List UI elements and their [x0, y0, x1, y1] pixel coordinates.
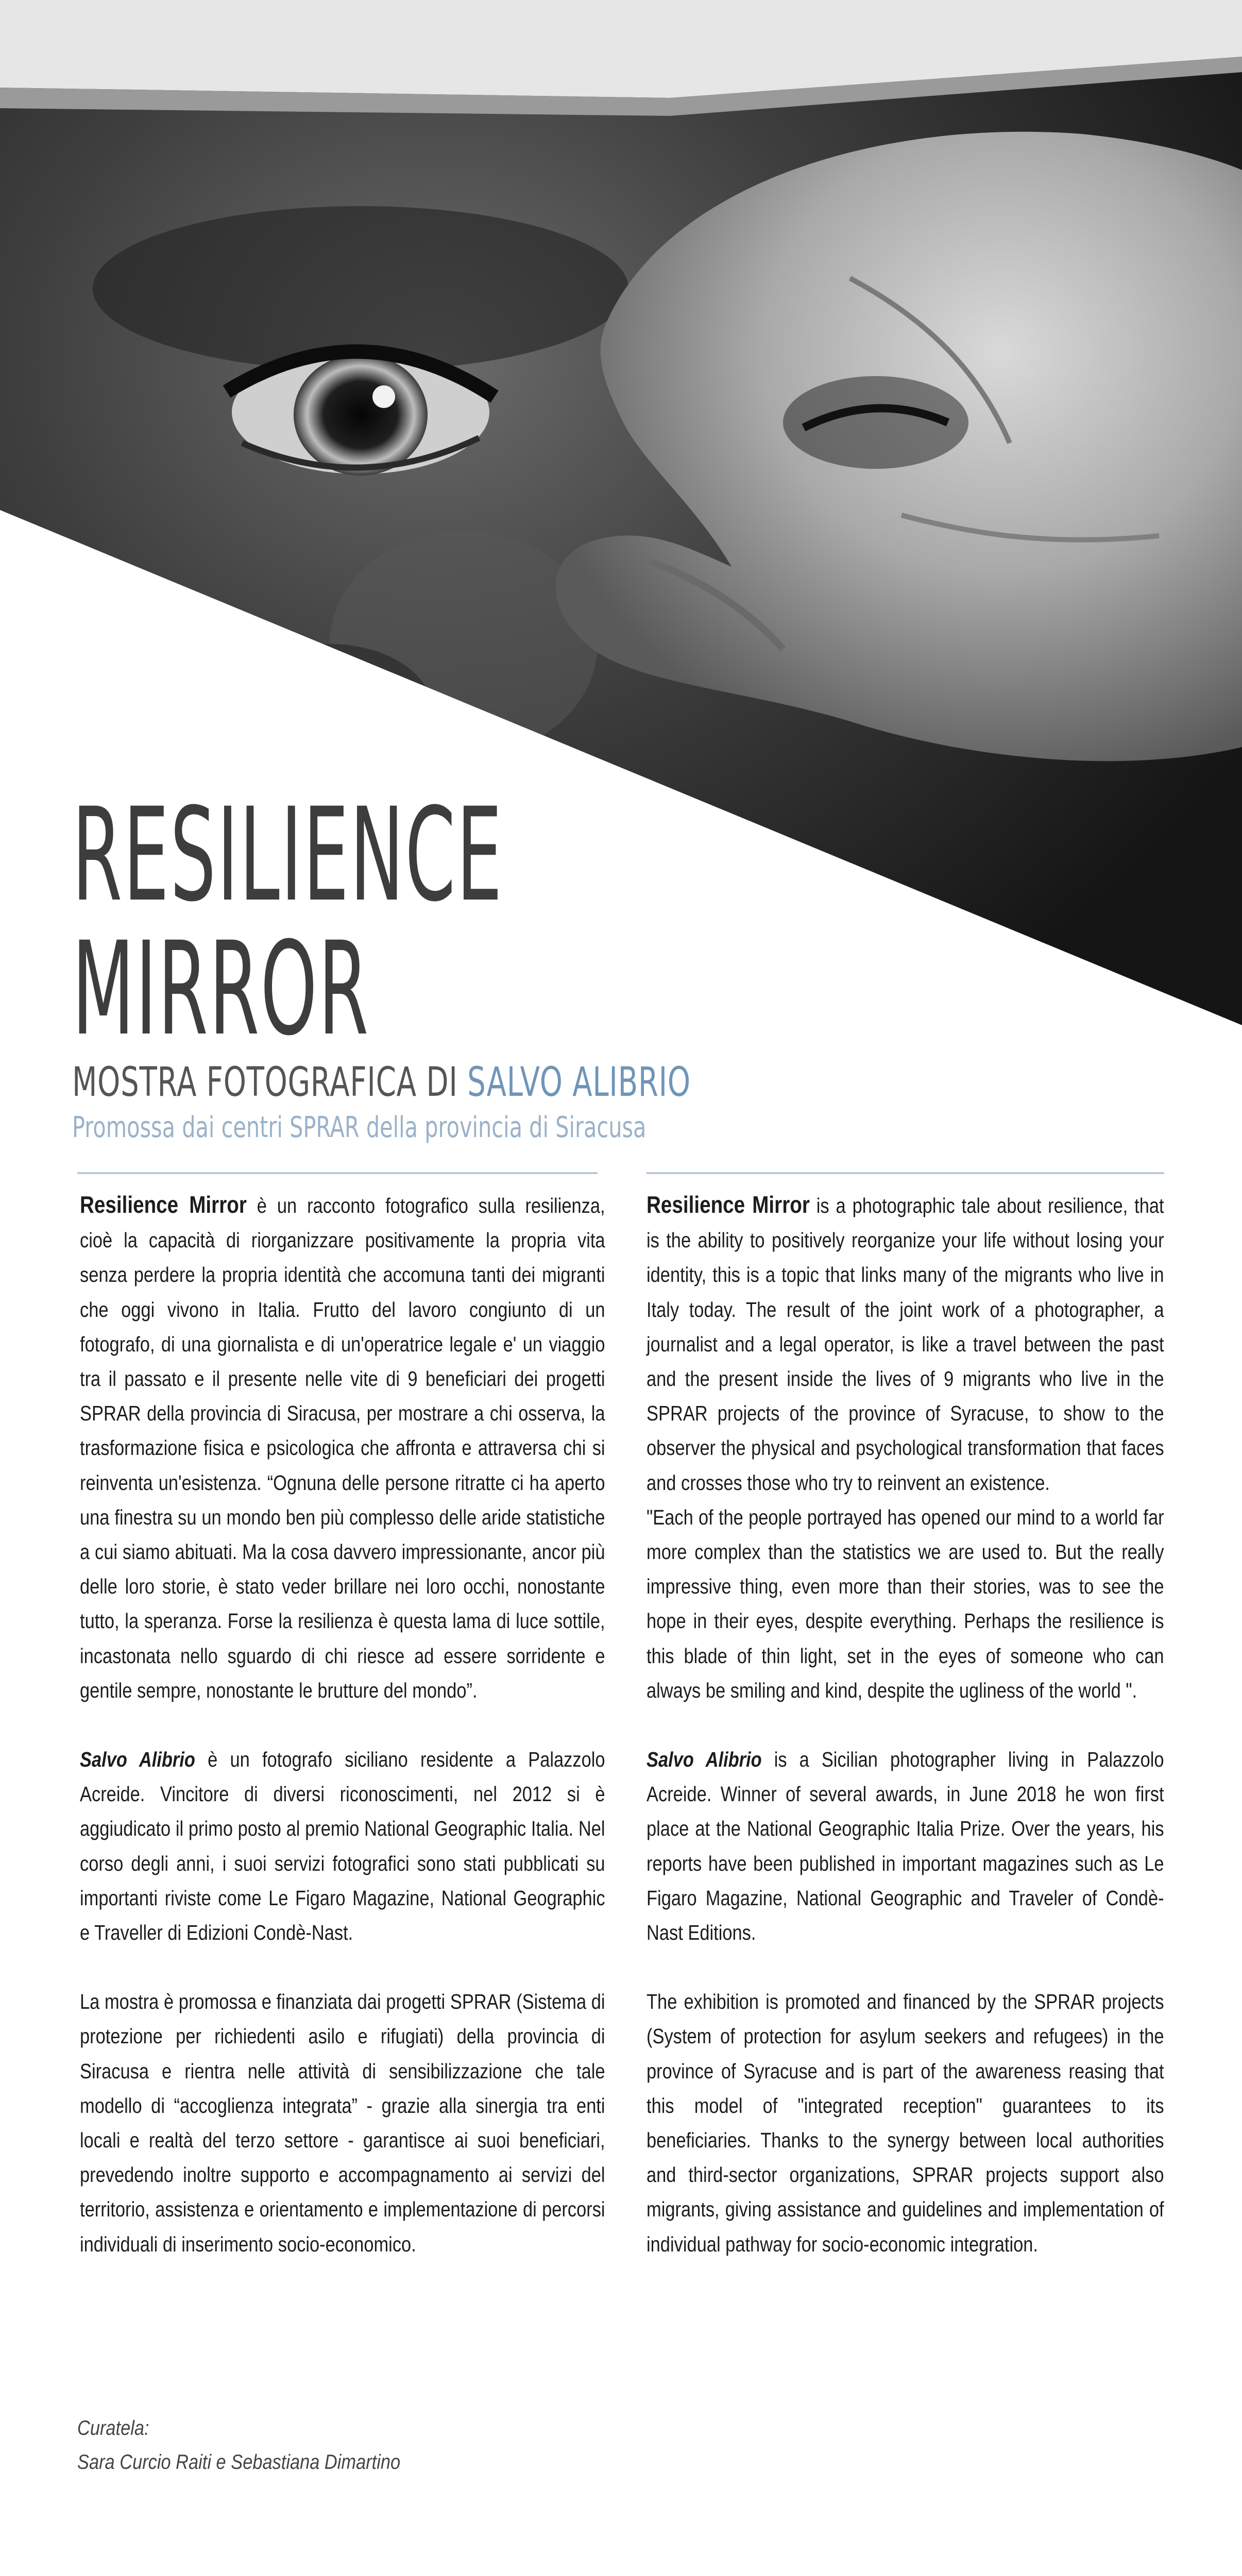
title-block	[72, 780, 845, 1144]
italian-paragraph-1	[80, 1188, 605, 1708]
italian-p2-text: è un fotografo siciliano residente a Palazzolo Acreide. Vincitore di diversi riconoscimenti, nel 2012 si è aggiudicato il primo posto al premio National Geographic Italia. Nel corso degli anni, i suoi servizi fotografici sono stati pubblicati su importanti riviste come Le Figaro Magazine, National Geographic e Traveller di Edizioni Condè-Nast.	[80, 1748, 605, 1945]
english-p2-text: is a Sicilian photographer living in Palazzolo Acreide. Winner of several awards, in June 2018 he won first place at the National Geographic Italia Prize. Over the years, his reports have been published in important magazines such as Le Figaro Magazine, National Geographic and Traveler of Condè-Nast Editions.	[646, 1748, 1164, 1945]
italian-paragraph-2	[80, 1742, 605, 1950]
english-author-name: Salvo Alibrio	[646, 1748, 762, 1772]
english-quote: "Each of the people portrayed has opened our mind to a world far more complex than the statistics we are used to. But the really impressive thing, even more than their stories, was to see the hope in their eyes, despite everything. Perhaps the resilience is this blade of thin light, set in the eyes of someone who can always be smiling and kind, despite the ugliness of the world ".	[646, 1505, 1164, 1702]
promoted-by: Promossa dai centri SPRAR della provincia di Siracusa	[72, 1111, 646, 1144]
subtitle-author: SALVO ALIBRIO	[467, 1059, 691, 1106]
english-paragraph-3: The exhibition is promoted and financed by the SPRAR projects (System of protection for asylum seekers and refugees) in the province of Syracuse and is part of the awareness reasing that this model of "integrated reception" guarantees to its beneficiaries. Thanks to the synergy between local authorities and third-sector organizations, SPRAR projects support also migrants, giving assistance and guidelines and implementation of individual pathway for socio-economic integration.	[646, 1990, 1164, 2256]
italian-author-name: Salvo Alibrio	[80, 1748, 195, 1772]
curatela	[77, 2411, 400, 2479]
italian-p1-text: è un racconto fotografico sulla resilienza, cioè la capacità di riorganizzare positivamente la propria vita senza perdere la propria identità che accomuna tanti dei migranti che oggi vivono in Italia. Frutto del lavoro congiunto di un fotografo, di una giornalista e di un'operatrice legale e' un viaggio tra il passato e il presente nelle vite di 9 beneficiari dei progetti SPRAR della provincia di Siracusa, per mostrare a chi osserva, la trasformazione fisica e psicologica che affronta e attraversa chi si reinventa un'esistenza. “Ognuna delle persone ritratte ci ha aperto una finestra su un mondo ben più complesso delle aride statistiche a cui siamo abituati. Ma la cosa davvero impressionante, ancor più delle loro storie, è stato veder brillare nei loro occhi, nonostante tutto, la speranza. Forse la resilienza è questa lama di luce sottile, incastonata nello sguardo di chi riesce ad essere sorridente e gentile sempre, nonostante le brutture del mondo”.	[80, 1194, 605, 1702]
italian-lead: Resilience Mirror	[80, 1191, 247, 1218]
english-column	[646, 1188, 1164, 2296]
english-lead: Resilience Mirror	[646, 1191, 810, 1218]
italian-column	[80, 1188, 605, 2296]
rule-left	[77, 1172, 598, 1174]
subtitle-prefix: MOSTRA FOTOGRAFICA DI	[72, 1059, 458, 1106]
english-paragraph-2	[646, 1742, 1164, 1950]
english-p1-text: is a photographic tale about resilience, that is the ability to positively reorganize your life without losing your identity, this is a topic that links many of the migrants who live in Italy today. The result of the joint work of a photographer, a journalist and a legal operator, is like a travel between the past and the present inside the lives of 9 migrants who live in the SPRAR projects of the province of Syracuse, to show to the observer the physical and psychological transformation that faces and crosses those who try to reinvent an existence.	[646, 1194, 1164, 1495]
rule-right	[646, 1172, 1164, 1174]
curatela-names: Sara Curcio Raiti e Sebastiana Dimartino	[77, 2451, 401, 2473]
subtitle	[72, 1059, 691, 1106]
title-line-1: RESILIENCE	[72, 780, 503, 930]
english-paragraph-1	[646, 1188, 1164, 1500]
curatela-label: Curatela:	[77, 2417, 149, 2439]
title-line-2: MIRROR	[72, 914, 370, 1064]
italian-paragraph-3: La mostra è promossa e finanziata dai progetti SPRAR (Sistema di protezione per richiedenti asilo e rifugiati) della provincia di Siracusa e rientra nelle attività di sensibilizzazione che tale modello di “accoglienza integrata” - grazie alla sinergia tra enti locali e realtà del terzo settore - garantisce ai suoi beneficiari, prevedendo inoltre supporto e accompagnamento ai servizi del territorio, assistenza e orientamento e implementazione di percorsi individuali di inserimento socio-economico.	[80, 1990, 605, 2256]
